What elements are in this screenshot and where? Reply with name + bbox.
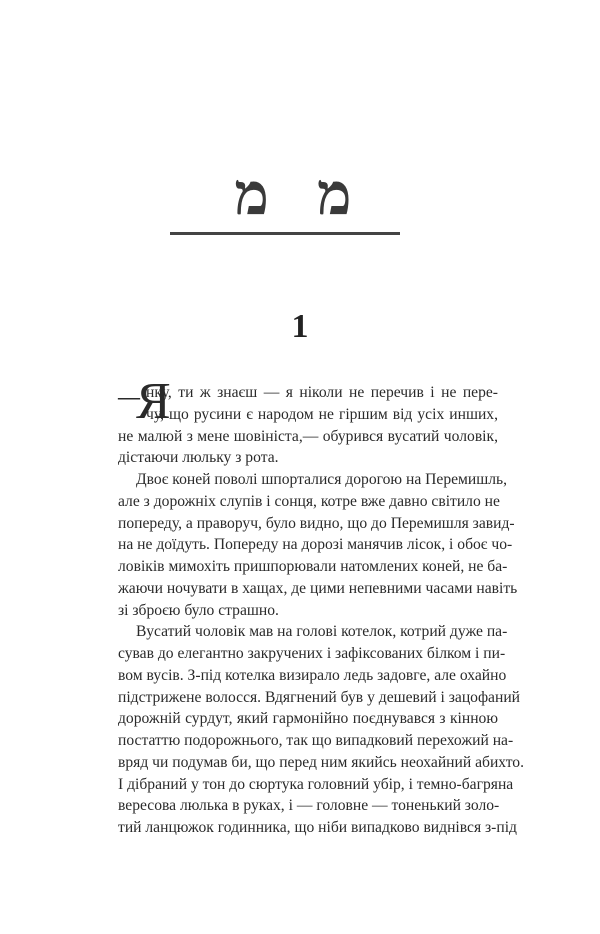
text-line: сував до елегантно закручених і зафіксованих білком і пи- — [118, 645, 506, 662]
chapter-number: 1 — [291, 308, 309, 345]
text-line: постаттю подорожнього, так що випадковий перехожий на- — [118, 732, 514, 749]
text-line: підстрижене волосся. Вдягнений був у дешевий і зацофаний — [118, 688, 521, 706]
text-line: але з дорожніх слупів і сонця, котре вже давно світило не — [118, 492, 500, 510]
text-line: тий ланцюжок годинника, що ніби випадково виднівся з-під — [118, 819, 517, 836]
text-line: вересова люлька в руках, і — головне — тоненький золо- — [118, 797, 500, 815]
text-line: не малюй з мене шовініста,— обурився вусатий чоловік, — [118, 427, 498, 445]
text-line: дорожній сурдут, який гармонійно поєднувався з кінною — [118, 710, 498, 728]
text-line: ловіків мимохіть пришпорювали натомлених коней, не ба- — [118, 558, 508, 575]
title-divider — [170, 232, 400, 235]
text-line: І дібраний у тон до сюртука головний убір, і темно-багряна — [118, 775, 514, 793]
text-line: вряд чи подумав би, що перед ним якийсь неохайний абихто. — [118, 753, 525, 771]
text-line: вом вусів. З-під котелка визирало ледь задовге, але охайно — [118, 666, 507, 684]
text-line: жаючи ночувати в хащах, де цими непевними часами навіть — [118, 579, 518, 597]
text-line: попереду, а праворуч, було видно, що до Перемишля завид- — [118, 514, 515, 532]
chapter-body-text — [118, 373, 525, 839]
text-line: Вусатий чоловік мав на голові котелок, котрий дуже па- — [136, 623, 508, 641]
drop-cap: Я — [136, 373, 171, 430]
dialogue-dash: — — [118, 384, 140, 409]
text-line: зі зброєю було страшно. — [118, 601, 279, 619]
chapter-ornament-title: מ מ — [234, 160, 366, 228]
text-line: чу, що русини є народом не гіршим від усіх инших, — [146, 405, 498, 423]
text-line: Двоє коней поволі шпорталися дорогою на Перемишль, — [136, 471, 508, 488]
text-line: на не доїдуть. Попереду на дорозі манячив лісок, і обоє чо- — [118, 536, 513, 554]
text-line: нку, ти ж знаєш — я ніколи не перечив і не пере- — [146, 384, 498, 401]
text-line: дістаючи люльку з рота. — [118, 449, 279, 467]
